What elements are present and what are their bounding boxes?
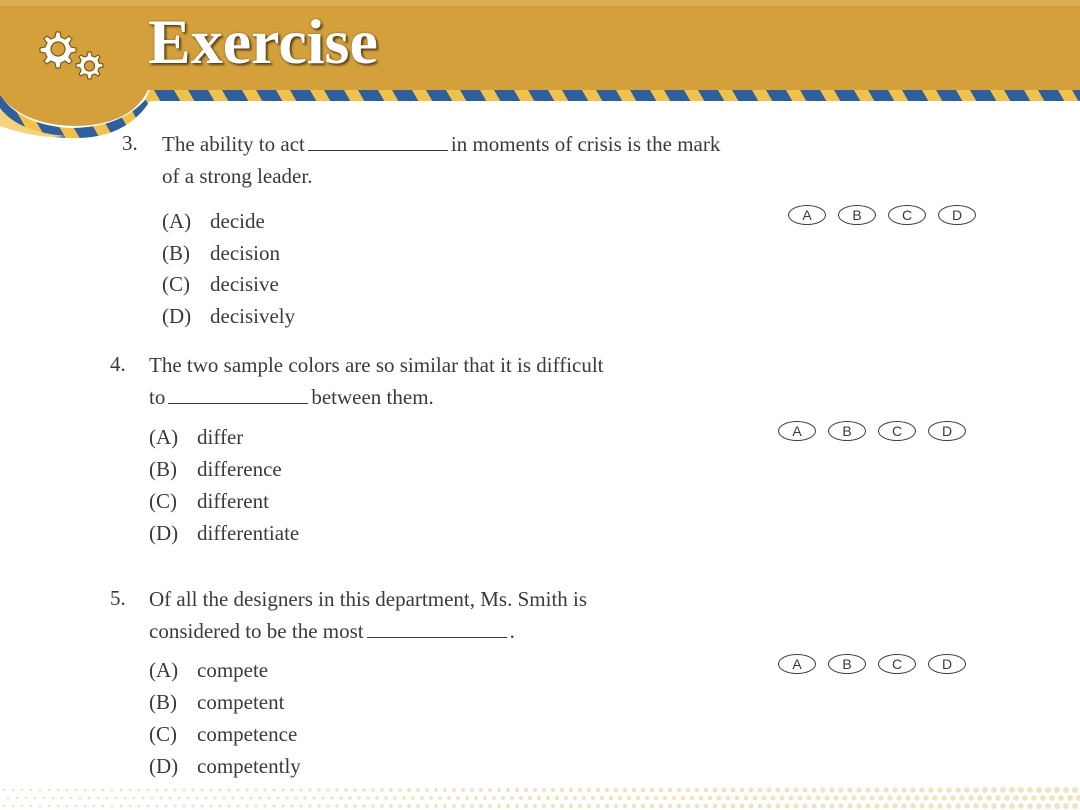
option-a: (A) decide [162,209,265,233]
option-c: (C) decisive [162,272,279,296]
option-b: (B) competent [149,690,285,714]
bubble-d[interactable]: D [938,205,976,225]
option-c: (C) different [149,489,269,513]
page-title: Exercise [148,6,378,77]
question-5-text: Of all the designers in this department, Ms. Smith is considered to be the most . [149,587,588,643]
answer-blank [367,619,507,638]
option-b: (B) difference [149,457,282,481]
answer-blank [168,385,308,404]
bubble-c[interactable]: C [878,421,916,441]
question-number: 5. [110,586,126,610]
answer-blank [308,132,448,151]
option-c: (C) competence [149,722,298,746]
bubble-a[interactable]: A [778,654,816,674]
option-b: (B) decision [162,241,280,265]
question-number: 3. [122,131,138,155]
gears-icon [34,28,112,84]
option-d: (D) competently [149,754,301,778]
bubble-d[interactable]: D [928,654,966,674]
question-4-text: The two sample colors are so similar that it is difficult to between them. [149,353,604,409]
option-a: (A) compete [149,658,269,682]
option-a: (A) differ [149,425,244,449]
answer-bubbles-q4 [778,421,966,441]
answer-bubbles-q5 [778,654,966,674]
option-d: (D) differentiate [149,521,300,545]
bubble-a[interactable]: A [778,421,816,441]
bubble-b[interactable]: B [828,421,866,441]
bubble-d[interactable]: D [928,421,966,441]
bubble-a[interactable]: A [788,205,826,225]
option-d: (D) decisively [162,304,296,328]
answer-bubbles-q3 [788,205,976,225]
question-3-text: The ability to act in moments of crisis is the mark of a strong leader. [162,132,721,188]
bubble-b[interactable]: B [838,205,876,225]
bubble-c[interactable]: C [878,654,916,674]
decorative-dot-pattern [0,784,1080,810]
bubble-c[interactable]: C [888,205,926,225]
bubble-b[interactable]: B [828,654,866,674]
question-number: 4. [110,352,126,376]
